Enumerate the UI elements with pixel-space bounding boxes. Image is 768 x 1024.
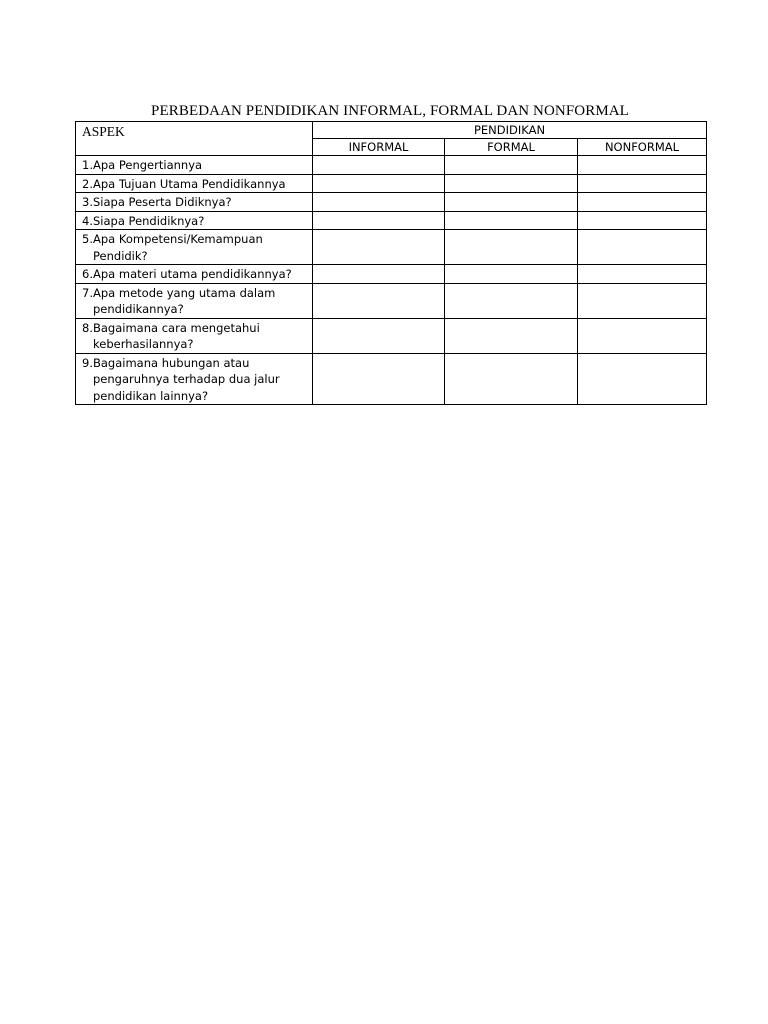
nonformal-cell	[578, 318, 707, 353]
informal-cell	[313, 265, 445, 284]
formal-cell	[445, 283, 578, 318]
nonformal-cell	[578, 353, 707, 405]
table-row	[76, 193, 707, 212]
informal-cell	[313, 174, 445, 193]
formal-cell	[445, 265, 578, 284]
table-row	[76, 174, 707, 193]
row-question: Apa Tujuan Utama Pendidikannya	[93, 176, 286, 191]
comparison-table	[75, 121, 707, 405]
row-number: 6.	[82, 267, 93, 281]
formal-cell	[445, 353, 578, 405]
informal-cell	[313, 211, 445, 230]
informal-cell	[313, 230, 445, 265]
row-question: Siapa Peserta Didiknya?	[93, 195, 232, 209]
nonformal-cell	[578, 156, 707, 175]
formal-cell	[445, 156, 578, 175]
row-number: 9.	[82, 355, 93, 370]
row-question: Apa Pengertiannya	[93, 158, 203, 172]
row-number: 4.	[82, 213, 93, 228]
formal-cell	[445, 230, 578, 265]
nonformal-cell	[578, 283, 707, 318]
row-question: Siapa Pendidiknya?	[93, 213, 205, 228]
table-row	[76, 156, 707, 175]
informal-cell	[313, 318, 445, 353]
row-number: 8.	[82, 320, 93, 335]
row-question: Apa Kompetensi/Kemampuan Pendidik?	[93, 232, 263, 263]
table-row	[76, 265, 707, 284]
row-number: 3.	[82, 195, 93, 209]
formal-cell	[445, 193, 578, 212]
aspek-cell	[76, 230, 313, 265]
nonformal-cell	[578, 265, 707, 284]
table-header-row	[76, 122, 707, 139]
informal-cell	[313, 156, 445, 175]
nonformal-cell	[578, 211, 707, 230]
aspek-cell	[76, 174, 313, 193]
informal-cell	[313, 193, 445, 212]
row-question: Apa metode yang utama dalam pendidikannya?	[93, 285, 276, 316]
aspek-cell	[76, 283, 313, 318]
table-row	[76, 211, 707, 230]
formal-cell	[445, 211, 578, 230]
row-question: Bagaimana hubungan atau pengaruhnya terhadap dua jalur pendidikan lainnya?	[93, 355, 280, 403]
column-header-formal: FORMAL	[445, 139, 578, 156]
table-row	[76, 353, 707, 405]
column-header-nonformal: NONFORMAL	[578, 139, 707, 156]
document-title: PERBEDAAN PENDIDIKAN INFORMAL, FORMAL DAN NONFORMAL	[151, 103, 629, 119]
row-question: Apa materi utama pendidikannya?	[93, 267, 292, 281]
table-row	[76, 318, 707, 353]
formal-cell	[445, 174, 578, 193]
aspek-header: ASPEK	[76, 122, 313, 156]
informal-cell	[313, 353, 445, 405]
nonformal-cell	[578, 193, 707, 212]
aspek-cell	[76, 211, 313, 230]
table-row	[76, 283, 707, 318]
row-number: 1.	[82, 158, 93, 172]
aspek-cell	[76, 193, 313, 212]
pendidikan-header: PENDIDIKAN	[313, 122, 707, 139]
aspek-cell	[76, 353, 313, 405]
formal-cell	[445, 318, 578, 353]
nonformal-cell	[578, 174, 707, 193]
aspek-cell	[76, 318, 313, 353]
aspek-cell	[76, 156, 313, 175]
column-header-informal: INFORMAL	[313, 139, 445, 156]
informal-cell	[313, 283, 445, 318]
row-number: 5.	[82, 232, 93, 246]
nonformal-cell	[578, 230, 707, 265]
row-number: 2.	[82, 176, 93, 191]
aspek-cell	[76, 265, 313, 284]
row-question: Bagaimana cara mengetahui keberhasilannya?	[93, 320, 260, 351]
table-row	[76, 230, 707, 265]
row-number: 7.	[82, 285, 93, 300]
